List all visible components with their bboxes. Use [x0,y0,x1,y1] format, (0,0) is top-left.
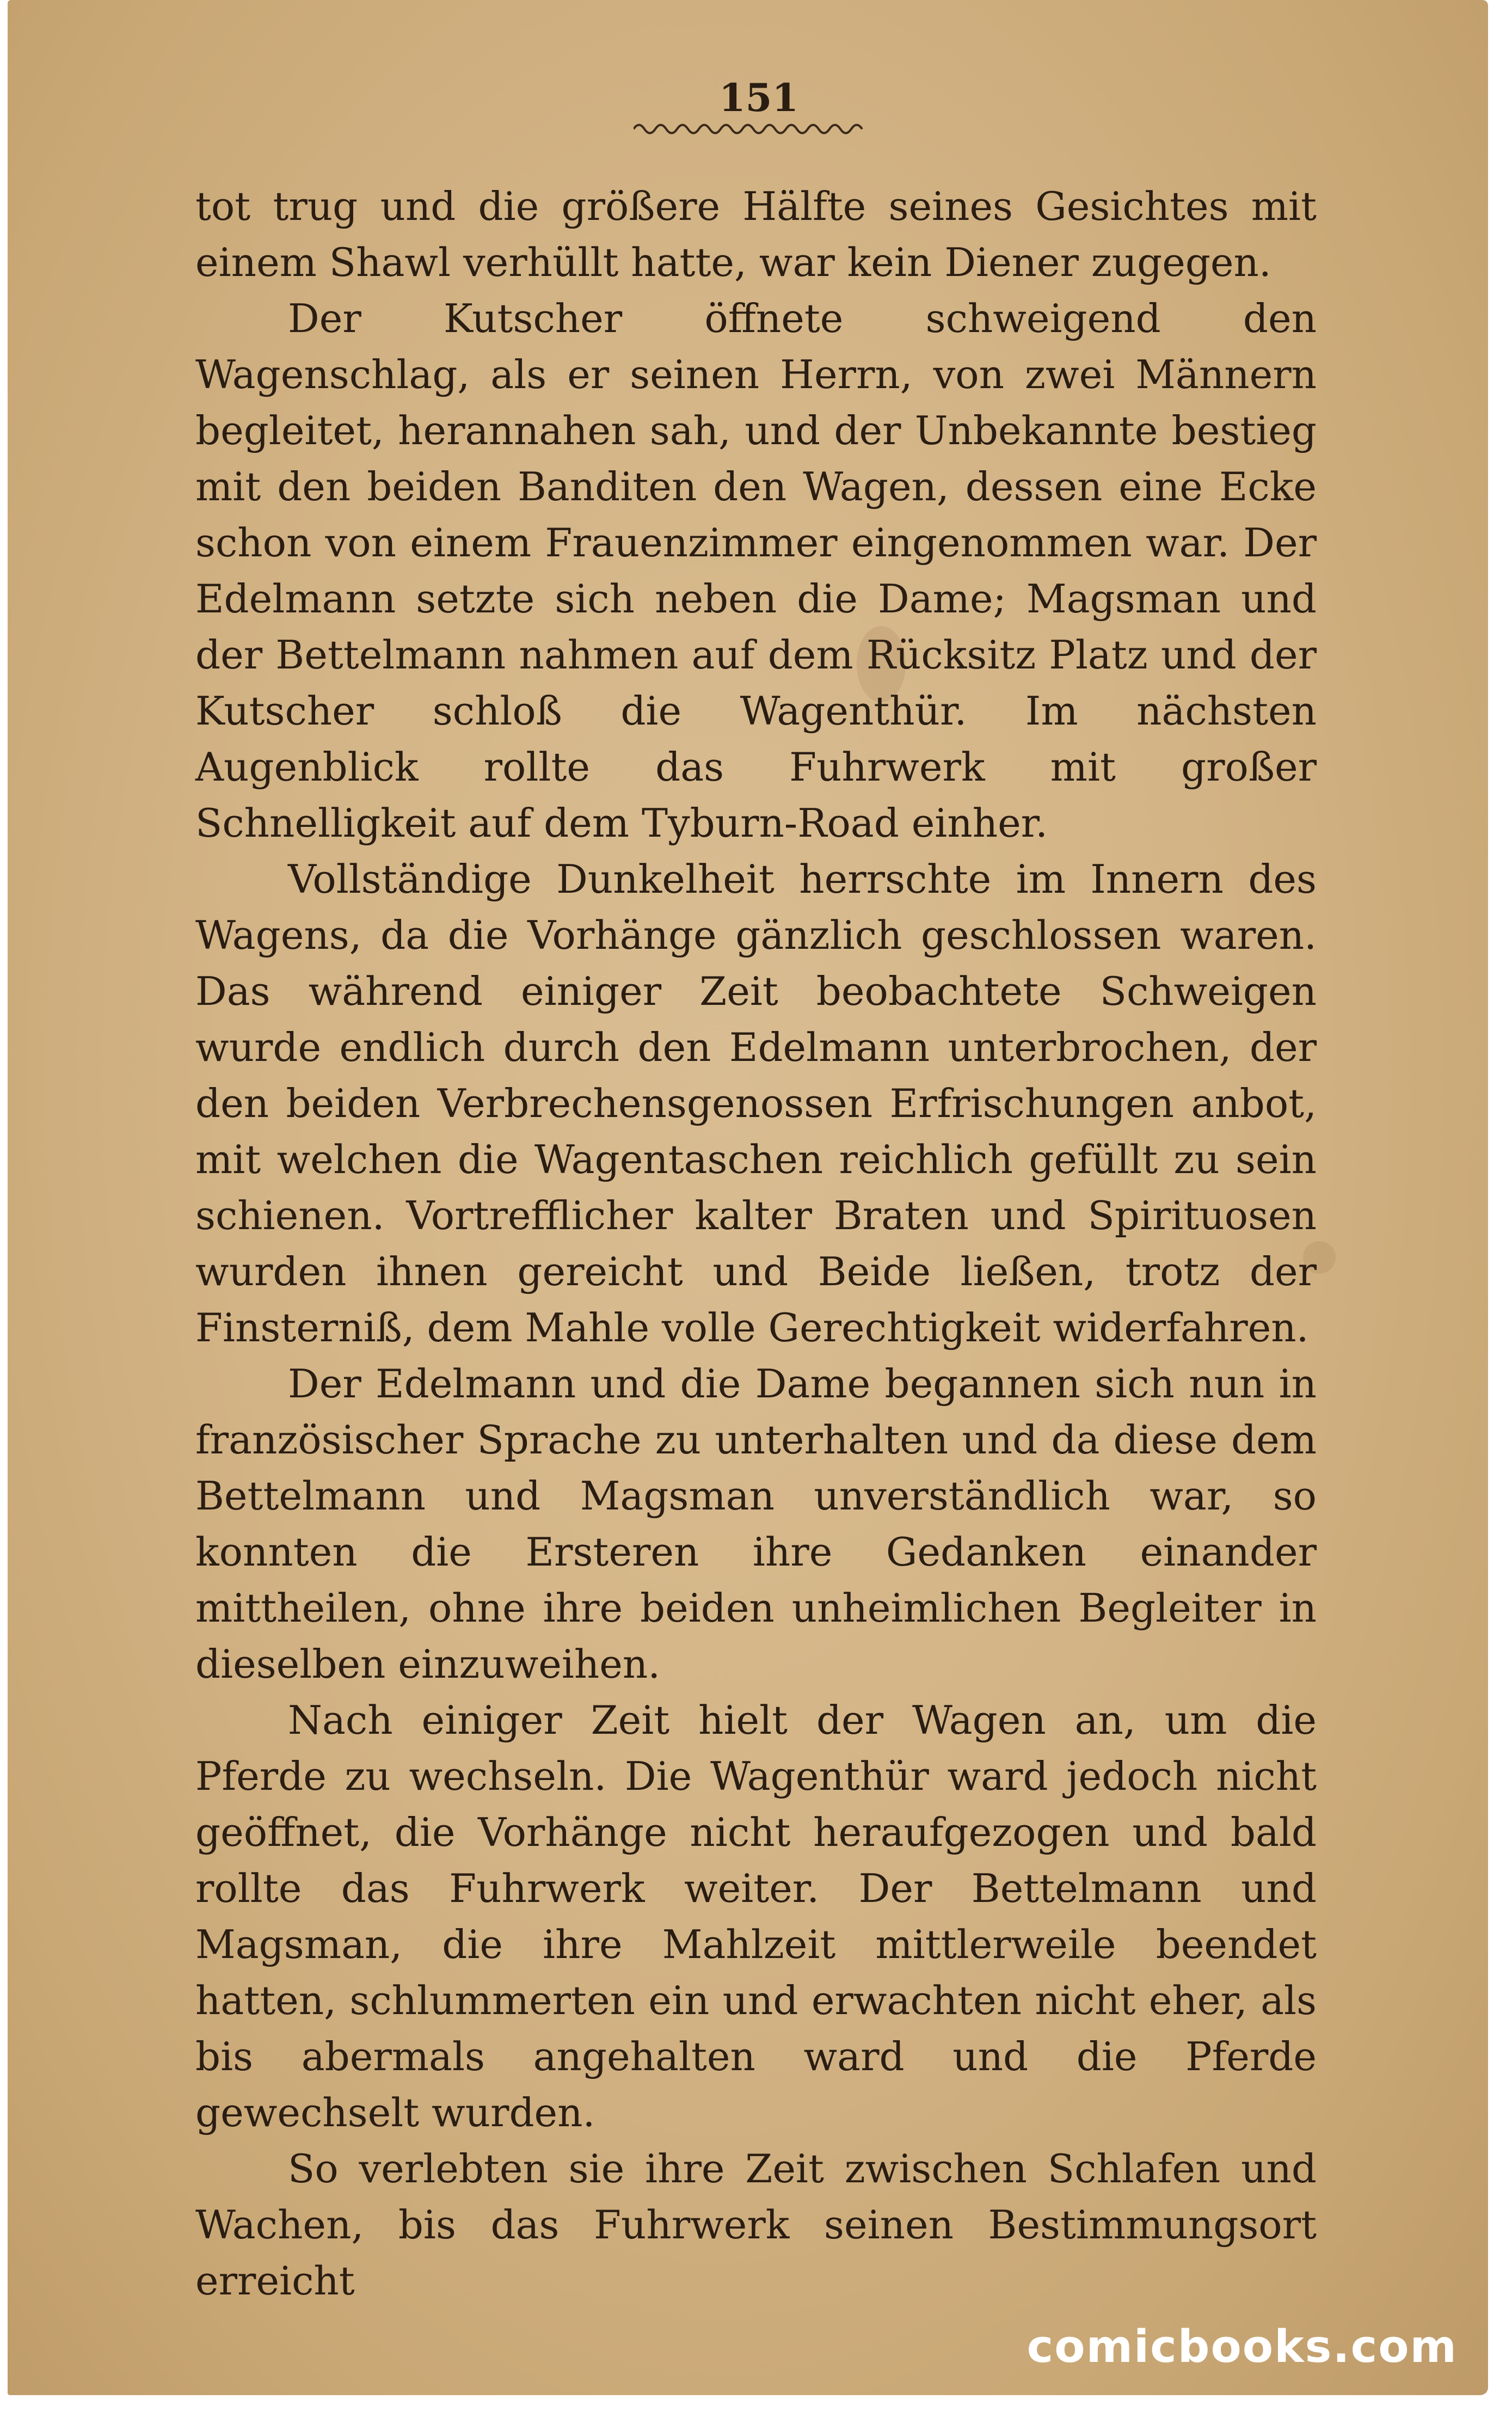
body-text [195,179,1317,2309]
paragraph: Der Edelmann und die Dame begannen sich nun in französischer Sprache zu unterhalten und da diese dem Bettelmann und Magsman unverständlich war, so konnten die Ersteren ihre Gedanken einander mittheilen, ohne ihre beiden unheimlichen Begleiter in dieselben einzuweihen. [195,1361,1317,1687]
paragraph: Der Kutscher öffnete schweigend den Wagenschlag, als er seinen Herrn, von zwei Männern begleitet, herannahen sah, und der Unbekannte bestieg mit den beiden Banditen den Wagen, dessen eine Ecke schon von einem Frauenzimmer eingenommen war. Der Edelmann setzte sich neben die Dame; Magsman und der Bettelmann nahmen auf dem Rücksitz Platz und der Kutscher schloß die Wagenthür. Im nächsten Augenblick rollte das Fuhrwerk mit großer Schnelligkeit auf dem Tyburn-Road einher. [195,296,1317,846]
paragraph: Nach einiger Zeit hielt der Wagen an, um die Pferde zu wechseln. Die Wagenthür ward jedoch nicht geöffnet, die Vorhänge nicht heraufgezogen und bald rollte das Fuhrwerk weiter. Der Bettelmann und Magsman, die ihre Mahlzeit mittlerweile beendet hatten, schlummerten ein und erwachten nicht eher, als bis abermals angehalten ward und die Pferde gewechselt wurden. [195,1697,1317,2135]
watermark-text: comicbooks.com [1027,2321,1458,2373]
page-number-ornament [634,121,868,137]
paragraph: So verlebten sie ihre Zeit zwischen Schlafen und Wachen, bis das Fuhrwerk seinen Bestimmungsort erreicht [195,2146,1317,2304]
paragraph: Vollständige Dunkelheit herrschte im Innern des Wagens, da die Vorhänge gänzlich geschlossen waren. Das während einiger Zeit beobachtete Schweigen wurde endlich durch den Edelmann unterbrochen, der den beiden Verbrechensgenossen Erfrischungen anbot, mit welchen die Wagentaschen reichlich gefüllt zu sein schienen. Vortrefflicher kalter Braten und Spirituosen wurden ihnen gereicht und Beide ließen, trotz der Finsterniß, dem Mahle volle Gerechtigkeit widerfahren. [195,856,1317,1351]
paragraph: tot trug und die größere Hälfte seines Gesichtes mit einem Shawl verhüllt hatte, war kein Diener zugegen. [195,183,1317,285]
book-page [8,0,1488,2395]
page-number: 151 [718,75,799,120]
